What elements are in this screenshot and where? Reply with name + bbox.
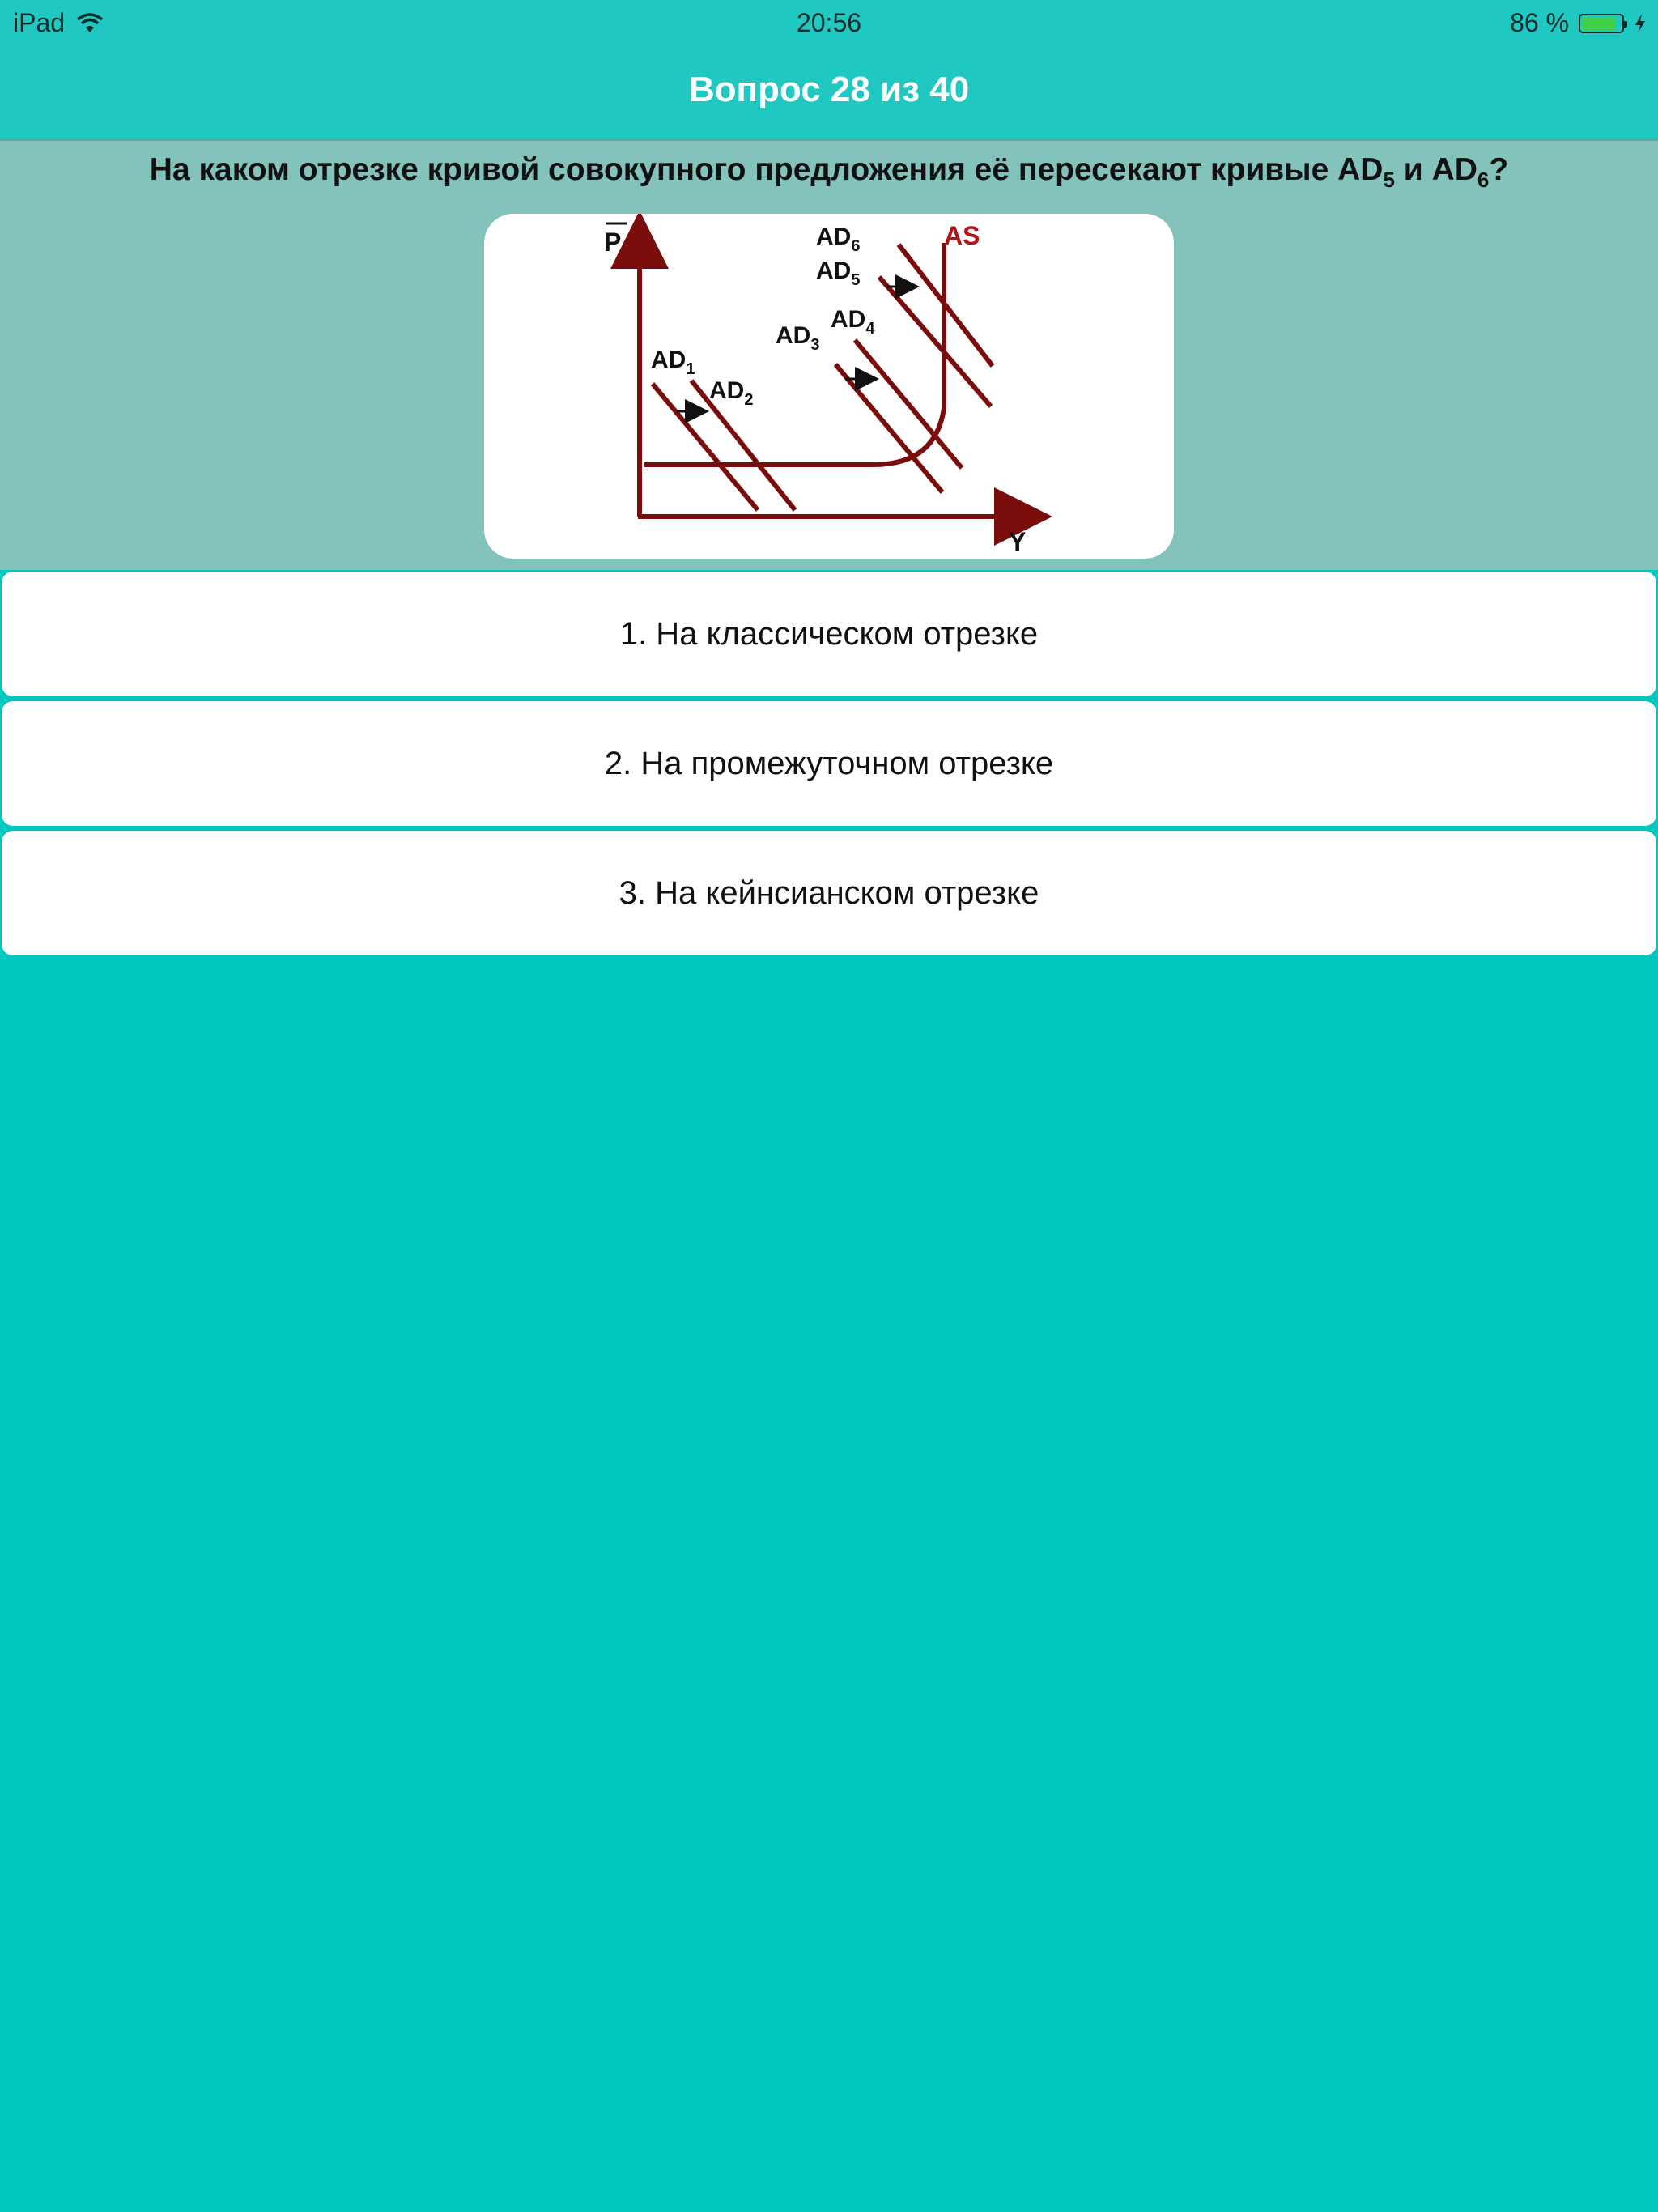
ad1-label: $AD_1$ — [651, 347, 695, 378]
battery-percent: 86 % — [1510, 8, 1569, 37]
question-area — [0, 141, 1658, 570]
ad4-label: $AD_4$ — [831, 306, 875, 338]
question-text-main: На каком отрезке кривой совокупного предложения её пересекают кривые AD — [149, 152, 1384, 187]
question-sub-b: 6 — [1477, 167, 1490, 192]
ad6-label: $AD_6$ — [816, 223, 861, 255]
question-text-mid: и AD — [1394, 152, 1477, 187]
as-label: AS — [944, 221, 980, 250]
battery-fill — [1582, 17, 1615, 30]
answer-label: 3. На кейнсианском отрезке — [619, 874, 1039, 911]
battery-icon — [1579, 14, 1624, 33]
answer-option-3[interactable] — [2, 831, 1656, 955]
battery-tip — [1624, 21, 1627, 28]
answer-option-2[interactable] — [2, 701, 1656, 826]
device-name: iPad — [13, 8, 66, 37]
answers-list — [2, 572, 1656, 960]
ad5-label: $AD_5$ — [816, 257, 861, 289]
question-text — [0, 152, 1658, 193]
axis-p-label: P — [604, 228, 622, 257]
axis-y-label: Y — [1009, 527, 1027, 556]
nav-bar — [0, 45, 1658, 141]
status-right — [1510, 8, 1647, 38]
question-image — [484, 214, 1174, 559]
economics-diagram — [484, 214, 1174, 559]
answer-label: 2. На промежуточном отрезке — [604, 745, 1054, 781]
ad2-label: $AD_2$ — [709, 377, 754, 409]
status-bar — [0, 0, 1658, 45]
status-time: 20:56 — [796, 8, 862, 37]
answer-label: 1. На классическом отрезке — [619, 615, 1039, 652]
question-sub-a: 5 — [1383, 167, 1395, 192]
answer-option-1[interactable] — [2, 572, 1656, 696]
question-text-end: ? — [1489, 152, 1509, 187]
charging-bolt-icon — [1634, 13, 1647, 34]
ad3-label: $AD_3$ — [776, 322, 820, 354]
nav-title: Вопрос 28 из 40 — [688, 70, 970, 109]
